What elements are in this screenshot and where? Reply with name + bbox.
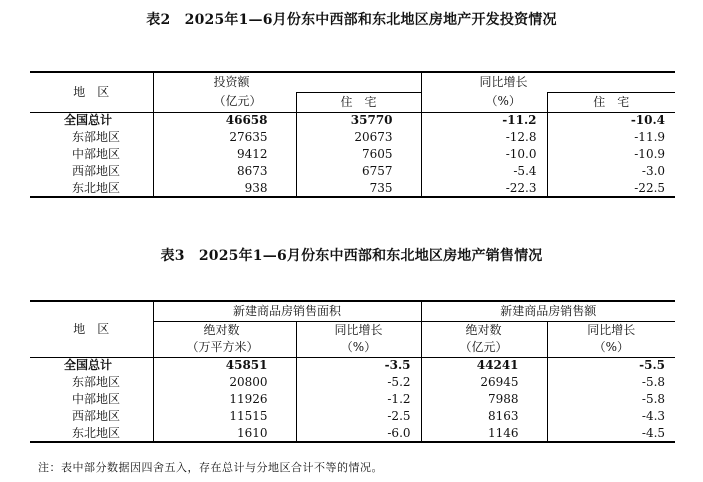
area-growth-cell: -5.2 [296, 374, 421, 391]
table-row [30, 146, 675, 163]
region-cell: 东北地区 [72, 425, 121, 440]
area-cell: 11515 [153, 408, 296, 425]
table2-header-growth-unit: （%） [421, 92, 547, 112]
table-row [30, 408, 675, 425]
growth-residential-cell: -11.9 [547, 129, 675, 146]
area-cell: 20800 [153, 374, 296, 391]
region-cell: 西部地区 [72, 409, 121, 423]
table3-header-area-group: 新建商品房销售面积 [153, 301, 421, 321]
growth-cell: -22.3 [421, 180, 547, 197]
sales-cell: 1146 [421, 425, 547, 442]
sales-cell: 7988 [421, 391, 547, 408]
region-cell: 东部地区 [72, 130, 121, 144]
sales-growth-cell: -5.8 [547, 374, 675, 391]
area-growth-cell: -2.5 [296, 408, 421, 425]
area-cell: 1610 [153, 425, 296, 442]
area-cell: 45851 [153, 357, 296, 374]
area-growth-cell: -6.0 [296, 425, 421, 442]
table3-header-area-absolute: 绝对数 [153, 321, 296, 339]
table3-header-sales-unit: （亿元） [421, 339, 547, 357]
area-growth-cell: -1.2 [296, 391, 421, 408]
table2-header-growth-residential: 住 宅 [547, 92, 675, 112]
growth-residential-cell: -10.9 [547, 146, 675, 163]
region-cell: 东北地区 [72, 180, 121, 195]
table2-header-investment-unit: （亿元） [153, 92, 296, 112]
table-row [30, 374, 675, 391]
region-cell: 东部地区 [72, 375, 121, 389]
table3 [30, 300, 675, 443]
table2-header-investment: 投资额 [153, 72, 421, 92]
table-row [30, 391, 675, 408]
table-row [30, 357, 675, 374]
investment-cell: 938 [153, 180, 296, 197]
growth-residential-cell: -22.5 [547, 180, 675, 197]
residential-cell: 20673 [296, 129, 421, 146]
sales-growth-cell: -5.8 [547, 391, 675, 408]
table2 [30, 71, 675, 198]
table3-header-region: 地 区 [30, 301, 153, 357]
table3-header-sales-absolute: 绝对数 [421, 321, 547, 339]
table2-header-region: 地 区 [30, 72, 153, 112]
sales-growth-cell: -5.5 [547, 357, 675, 374]
table3-header-sales-growth: 同比增长 [547, 321, 675, 339]
area-growth-cell: -3.5 [296, 357, 421, 374]
investment-cell: 46658 [153, 112, 296, 129]
growth-residential-cell: -3.0 [547, 163, 675, 180]
area-cell: 11926 [153, 391, 296, 408]
region-cell: 全国总计 [64, 113, 113, 128]
growth-cell: -10.0 [421, 146, 547, 163]
table-row [30, 112, 675, 129]
growth-residential-cell: -10.4 [547, 112, 675, 129]
region-cell: 中部地区 [72, 392, 121, 406]
table3-header-area-unit: （万平方米） [153, 339, 296, 357]
sales-growth-cell: -4.5 [547, 425, 675, 442]
region-cell: 中部地区 [72, 147, 121, 161]
residential-cell: 735 [296, 180, 421, 197]
table2-title: 表2 2025年1—6月份东中西部和东北地区房地产开发投资情况 [146, 12, 557, 28]
table3-title: 表3 2025年1—6月份东中西部和东北地区房地产销售情况 [160, 248, 543, 264]
region-cell: 西部地区 [72, 164, 121, 178]
residential-cell: 6757 [296, 163, 421, 180]
sales-growth-cell: -4.3 [547, 408, 675, 425]
table3-header-area-growth-unit: （%） [296, 339, 421, 357]
sales-cell: 8163 [421, 408, 547, 425]
growth-cell: -12.8 [421, 129, 547, 146]
region-cell: 全国总计 [64, 358, 113, 373]
table2-header-growth: 同比增长 [421, 72, 675, 92]
table2-header-residential: 住 宅 [296, 92, 421, 112]
sales-cell: 44241 [421, 357, 547, 374]
growth-cell: -11.2 [421, 112, 547, 129]
investment-cell: 27635 [153, 129, 296, 146]
growth-cell: -5.4 [421, 163, 547, 180]
table3-header-sales-group: 新建商品房销售额 [421, 301, 675, 321]
investment-cell: 9412 [153, 146, 296, 163]
investment-cell: 8673 [153, 163, 296, 180]
table-row [30, 180, 675, 197]
table3-header-area-growth: 同比增长 [296, 321, 421, 339]
table3-header-sales-growth-unit: （%） [547, 339, 675, 357]
table-row [30, 129, 675, 146]
sales-cell: 26945 [421, 374, 547, 391]
table-row [30, 425, 675, 442]
table-row [30, 163, 675, 180]
footnote: 注：表中部分数据因四舍五入，存在总计与分地区合计不等的情况。 [38, 461, 383, 474]
residential-cell: 7605 [296, 146, 421, 163]
residential-cell: 35770 [296, 112, 421, 129]
